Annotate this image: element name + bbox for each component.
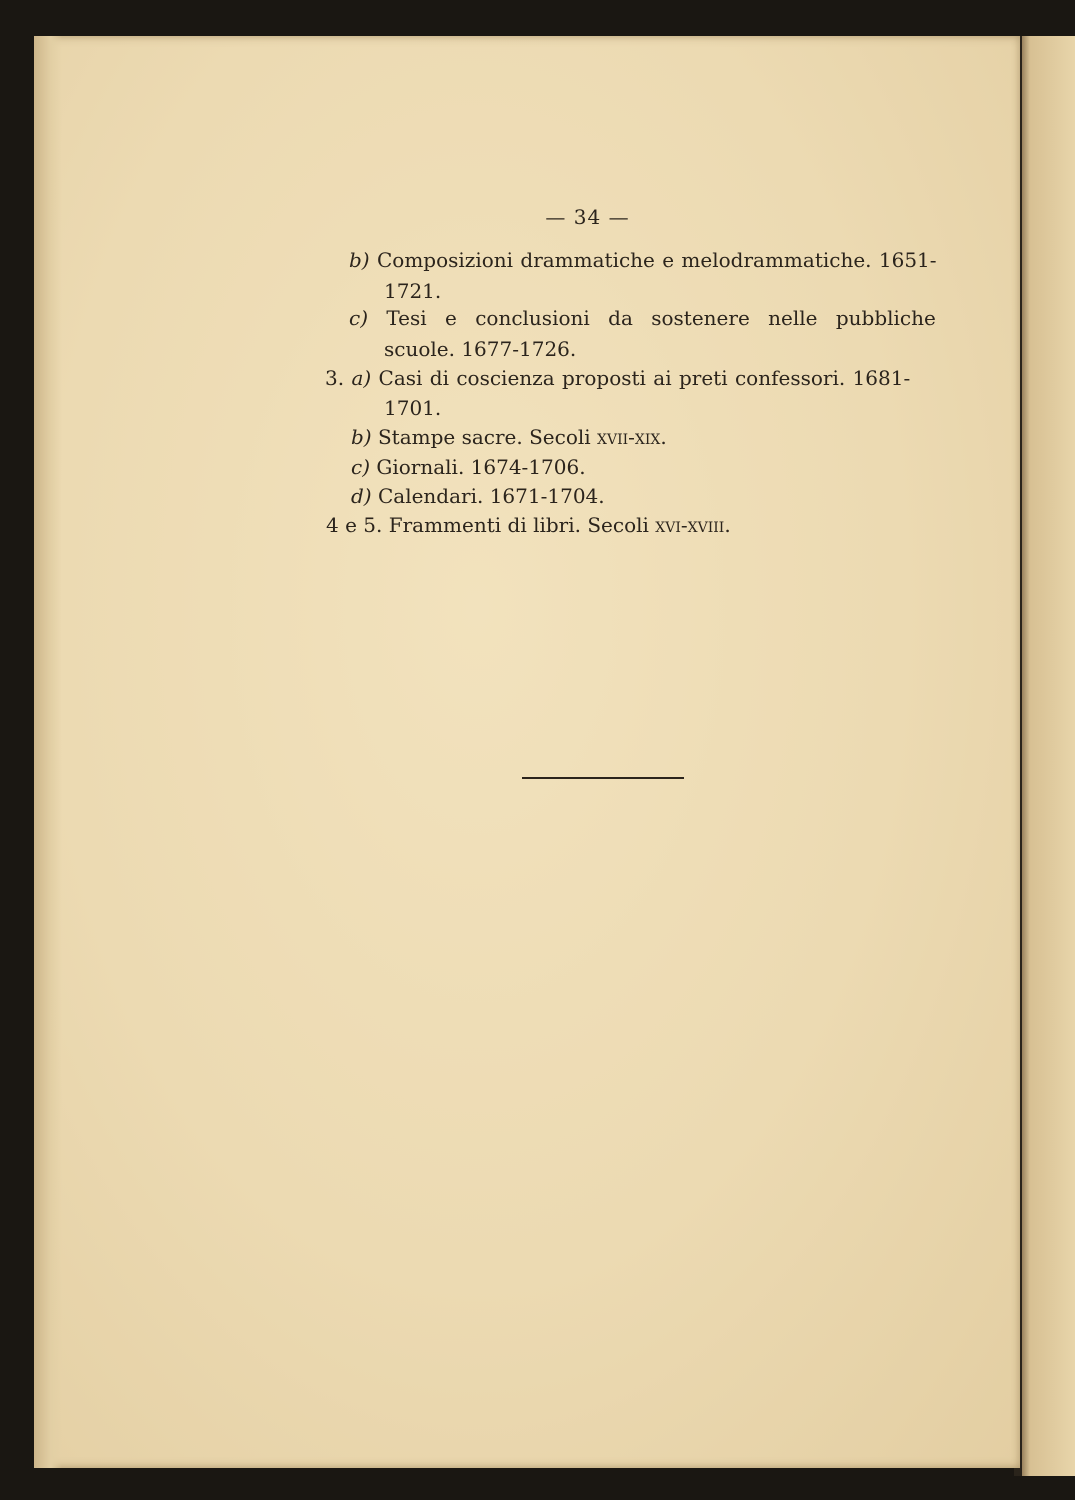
item-marker: c) — [351, 455, 371, 479]
item-number: 3. — [325, 366, 345, 390]
item-text: Tesi e conclusioni da sostenere nelle pubbliche — [386, 306, 936, 330]
item-number: 4 e 5. — [326, 513, 383, 537]
list-item — [325, 366, 910, 390]
list-item — [349, 306, 936, 330]
section-divider-rule — [522, 777, 684, 779]
list-item — [326, 513, 731, 537]
list-item — [351, 425, 667, 449]
list-item-continuation: 1701. — [384, 396, 442, 420]
item-text: Casi di coscienza proposti ai preti confessori. 1681- — [378, 366, 911, 390]
item-text-smallcaps: xvi-xviii. — [655, 513, 731, 537]
item-text: Calendari. 1671-1704. — [377, 484, 605, 508]
item-marker: b) — [351, 425, 372, 449]
item-text-smallcaps: xvii-xix. — [597, 425, 667, 449]
list-item — [351, 484, 605, 508]
list-item — [349, 248, 937, 272]
item-text: Giornali. 1674-1706. — [376, 455, 586, 479]
item-marker: a) — [351, 366, 372, 390]
item-marker: c) — [349, 306, 369, 330]
list-item — [351, 455, 586, 479]
list-item-continuation: scuole. 1677-1726. — [384, 337, 577, 361]
page-number: — 34 — — [545, 205, 630, 229]
list-item-continuation: 1721. — [384, 279, 442, 303]
item-marker: b) — [349, 248, 370, 272]
item-marker: d) — [351, 484, 372, 508]
item-text: Frammenti di libri. Secoli — [388, 513, 656, 537]
item-text: Stampe sacre. Secoli — [377, 425, 598, 449]
item-text: Composizioni drammatiche e melodrammatiche. 1651- — [376, 248, 937, 272]
